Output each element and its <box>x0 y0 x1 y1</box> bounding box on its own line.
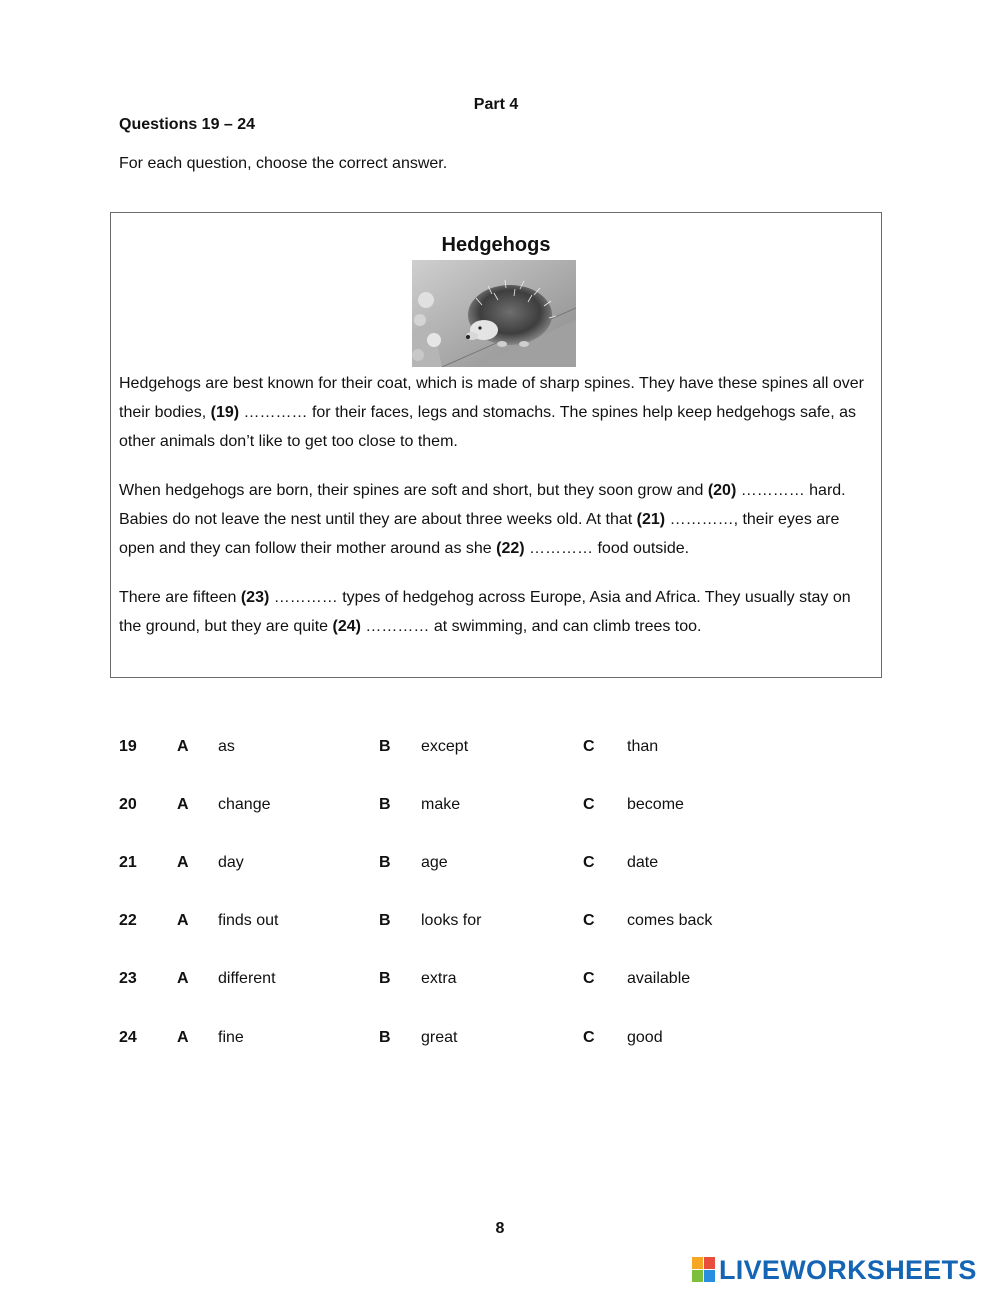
hedgehog-image <box>412 260 576 367</box>
option-b-text[interactable]: extra <box>421 970 457 987</box>
option-c-text[interactable]: than <box>627 738 659 755</box>
option-a-text[interactable]: day <box>218 854 244 871</box>
passage-paragraph-3: There are fifteen (23) ………… types of hedgehog across Europe, Asia and Africa. They usually stay on the ground, but they are quite (24) ………… at swimming, and can climb trees too. <box>119 589 851 635</box>
option-a-letter[interactable]: A <box>177 738 189 755</box>
option-c-text[interactable]: comes back <box>627 912 713 929</box>
option-c-letter[interactable]: C <box>583 912 595 929</box>
question-number: 21 <box>119 854 137 871</box>
gap-number: (21) <box>636 511 666 528</box>
liveworksheets-icon <box>692 1257 716 1283</box>
option-a-text[interactable]: change <box>218 796 271 813</box>
passage-title: Hedgehogs <box>441 234 551 256</box>
option-c-text[interactable]: available <box>627 970 691 987</box>
option-c-letter[interactable]: C <box>583 796 595 813</box>
option-c-letter[interactable]: C <box>583 738 595 755</box>
option-a-letter[interactable]: A <box>177 1029 189 1046</box>
option-b-text[interactable]: age <box>421 854 448 871</box>
option-a-text[interactable]: fine <box>218 1029 244 1046</box>
question-row-19 <box>0 738 1000 762</box>
question-number: 23 <box>119 970 137 987</box>
question-number: 24 <box>119 1029 137 1046</box>
option-a-letter[interactable]: A <box>177 796 189 813</box>
option-c-letter[interactable]: C <box>583 1029 595 1046</box>
question-row-22 <box>0 912 1000 936</box>
option-c-text[interactable]: become <box>627 796 684 813</box>
option-b-text[interactable]: make <box>421 796 461 813</box>
gap-number: (24) <box>332 618 361 635</box>
page-number: 8 <box>495 1220 505 1237</box>
brand-logo[interactable] <box>692 1255 977 1285</box>
option-c-text[interactable]: date <box>627 854 659 871</box>
option-b-text[interactable]: great <box>421 1029 458 1046</box>
option-a-letter[interactable]: A <box>177 854 189 871</box>
option-b-text[interactable]: except <box>421 738 469 755</box>
brand-text: LIVEWORKSHEETS <box>719 1254 977 1285</box>
option-c-letter[interactable]: C <box>583 854 595 871</box>
option-b-letter[interactable]: B <box>379 796 391 813</box>
instruction-text: For each question, choose the correct answer. <box>119 155 448 172</box>
gap-number: (23) <box>240 589 270 606</box>
question-number: 20 <box>119 796 137 813</box>
option-a-letter[interactable]: A <box>177 912 189 929</box>
question-row-23 <box>0 970 1000 994</box>
option-a-text[interactable]: different <box>218 970 276 987</box>
gap-number: (22) <box>496 540 525 557</box>
passage-paragraph-1: Hedgehogs are best known for their coat, which is made of sharp spines. They have these spines all over their bodies, (19) ………… for their faces, legs and stomachs. The spines help keep hedgehogs safe, as other animals don’t like to get too close to them. <box>119 375 865 450</box>
passage-paragraph-2: When hedgehogs are born, their spines are soft and short, but they soon grow and (20) ………… hard. Babies do not leave the nest until they are about three weeks old. At that (21) …………, their eyes are open and they can follow their mother around as she (22) ………… food outside. <box>119 482 846 557</box>
question-row-21 <box>0 854 1000 878</box>
option-a-text[interactable]: as <box>218 738 235 755</box>
gap-number: (19) <box>210 404 240 421</box>
gap-number: (20) <box>707 482 737 499</box>
part-title: Part 4 <box>473 96 519 113</box>
questions-range: Questions 19 – 24 <box>119 116 256 133</box>
option-b-letter[interactable]: B <box>379 912 391 929</box>
question-row-20 <box>0 796 1000 820</box>
option-b-letter[interactable]: B <box>379 1029 391 1046</box>
question-number: 19 <box>119 738 137 755</box>
option-b-letter[interactable]: B <box>379 738 391 755</box>
option-b-letter[interactable]: B <box>379 854 391 871</box>
option-a-text[interactable]: finds out <box>218 912 279 929</box>
passage-box <box>110 212 882 678</box>
option-b-text[interactable]: looks for <box>421 912 482 929</box>
question-number: 22 <box>119 912 137 929</box>
option-a-letter[interactable]: A <box>177 970 189 987</box>
question-row-24 <box>0 1029 1000 1053</box>
option-c-text[interactable]: good <box>627 1029 663 1046</box>
option-b-letter[interactable]: B <box>379 970 391 987</box>
option-c-letter[interactable]: C <box>583 970 595 987</box>
